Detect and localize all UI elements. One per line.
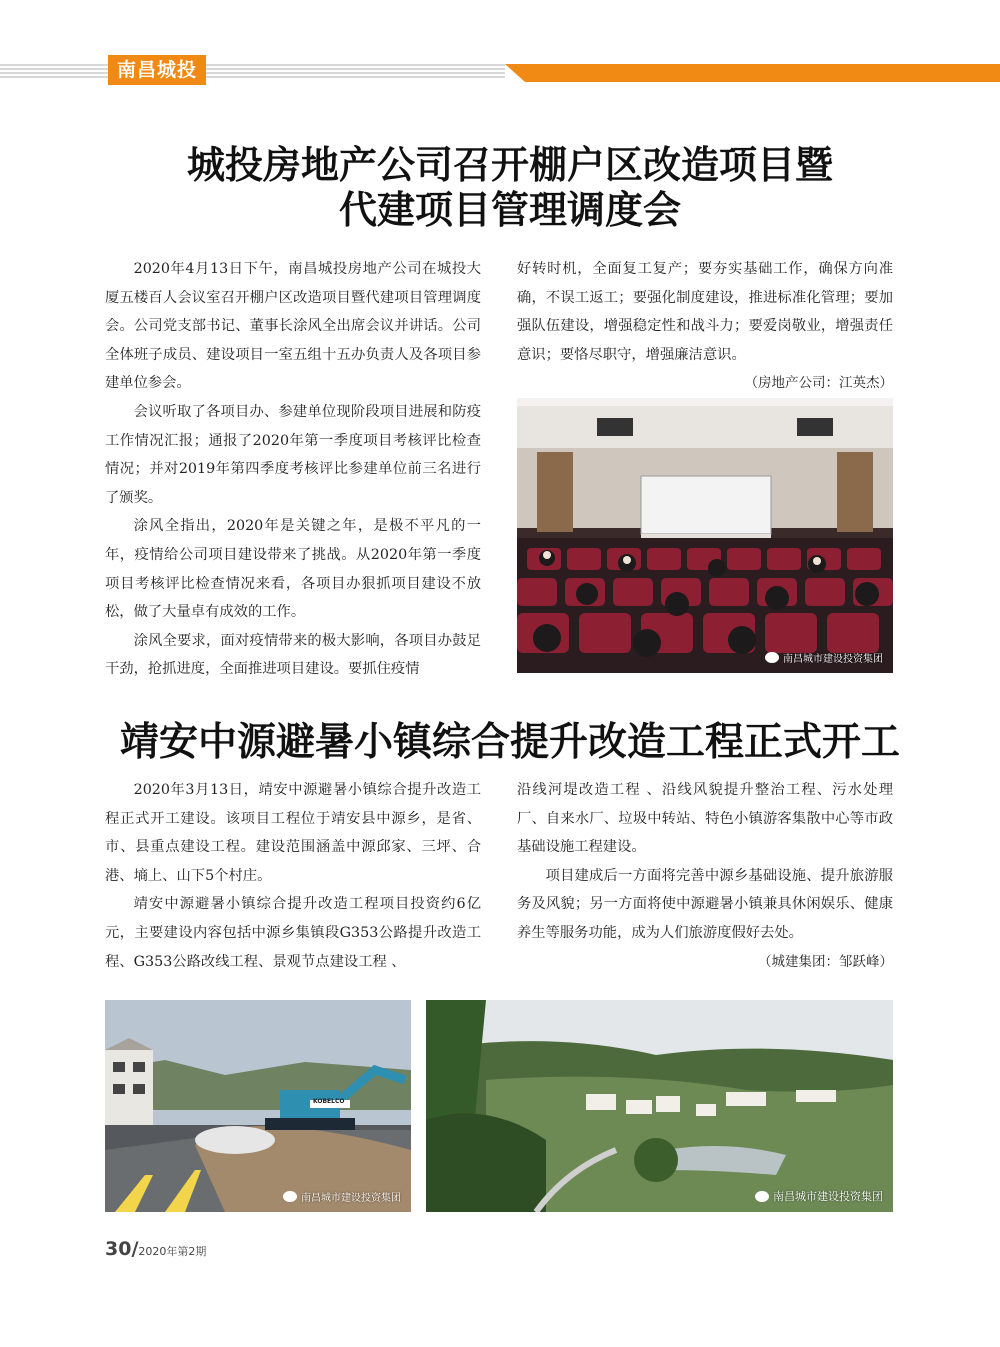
landscape-photo <box>426 1000 893 1212</box>
wechat-icon <box>283 1191 297 1202</box>
article1-title-line2: 代建项目管理调度会 <box>338 188 681 232</box>
header-orange-band <box>505 64 1000 82</box>
article1-right-column <box>517 255 893 398</box>
article1-credit: （房地产公司：江英杰） <box>744 375 893 392</box>
article2-paragraph: 项目建成后一方面将完善中源乡基础设施、提升旅游服务及风貌；另一方面将使中源避暑小镇兼具休闲娱乐、健康养生等服务功能，成为人们旅游度假好去处。 <box>517 867 893 941</box>
construction-photo <box>105 1000 411 1212</box>
meeting-photo-image <box>517 398 893 673</box>
page-number: 30/ <box>105 1238 139 1260</box>
article2-paragraph: 2020年3月13日，靖安中源避暑小镇综合提升改造工程正式开工建设。该项目工程位于靖安县中源乡，是省、市、县重点建设工程。建设范围涵盖中源邱家、三坪、合港、墒上、山下5个村庄。 <box>105 782 481 884</box>
article1-paragraph: 会议听取了各项目办、参建单位现阶段项目进展和防疫工作情况汇报；通报了2020年第一季度项目考核评比检查情况；并对2019年第四季度考核评比参建单位前三名进行了颁奖。 <box>105 403 481 506</box>
excavator-brand: KOBELCO <box>313 1098 345 1105</box>
article2-left-column <box>105 776 481 976</box>
article1-title <box>100 143 920 233</box>
meeting-photo-watermark: 南昌城市建设投资集团 <box>765 650 883 665</box>
article1-paragraph: 涂风全要求，面对疫情带来的极大影响，各项目办鼓足干劲，抢抓进度，全面推进项目建设。要抓住疫情 <box>105 632 481 678</box>
landscape-photo-image <box>426 1000 893 1212</box>
section-label: 南昌城投 <box>108 55 206 85</box>
landscape-photo-watermark: 南昌城市建设投资集团 <box>755 1188 883 1204</box>
page-footer <box>105 1238 206 1260</box>
article2-credit: （城建集团：邹跃峰） <box>758 953 893 970</box>
article2-paragraph: 靖安中源避暑小镇综合提升改造工程项目投资约6亿元，主要建设内容包括中源乡集镇段G353公路提升改造工程、G353公路改线工程、景观节点建设工程 、 <box>105 896 482 970</box>
section-header <box>0 55 1000 85</box>
wechat-icon <box>765 652 779 663</box>
article2-title: 靖安中源避暑小镇综合提升改造工程正式开工 <box>119 720 900 765</box>
article2-right-column <box>517 776 893 976</box>
article1-title-line1: 城投房地产公司召开棚户区改造项目暨 <box>186 143 833 187</box>
construction-photo-image <box>105 1000 411 1212</box>
article1-left-column <box>105 255 481 684</box>
meeting-photo <box>517 398 893 673</box>
construction-photo-watermark: 南昌城市建设投资集团 <box>283 1189 401 1204</box>
header-stripes-right <box>205 64 505 78</box>
wechat-icon <box>755 1191 769 1202</box>
article2-paragraph: 沿线河堤改造工程 、沿线风貌提升整治工程、污水处理厂、自来水厂、垃圾中转站、特色小镇游客集散中心等市政基础设施工程建设。 <box>517 782 893 856</box>
article1-paragraph: 2020年4月13日下午，南昌城投房地产公司在城投大厦五楼百人会议室召开棚户区改造项目暨代建项目管理调度会。公司党支部书记、董事长涂风全出席会议并讲话。公司全体班子成员、建设项目一室五组十五办负责人及各项目参建单位参会。 <box>105 261 481 392</box>
issue-label: 2020年第2期 <box>138 1245 207 1258</box>
article1-paragraph: 好转时机，全面复工复产；要夯实基础工作，确保方向准确，不误工返工；要强化制度建设，推进标准化管理；要加强队伍建设，增强稳定性和战斗力；要爱岗敬业，增强责任意识；要恪尽职守，增强廉洁意识。 <box>517 261 893 363</box>
article1-paragraph: 涂风全指出，2020年是关键之年，是极不平凡的一年，疫情给公司项目建设带来了挑战。从2020年第一季度项目考核评比检查情况来看，各项目办狠抓项目建设不放松，做了大量卓有成效的工作。 <box>105 518 481 621</box>
header-stripes-left <box>0 64 110 78</box>
